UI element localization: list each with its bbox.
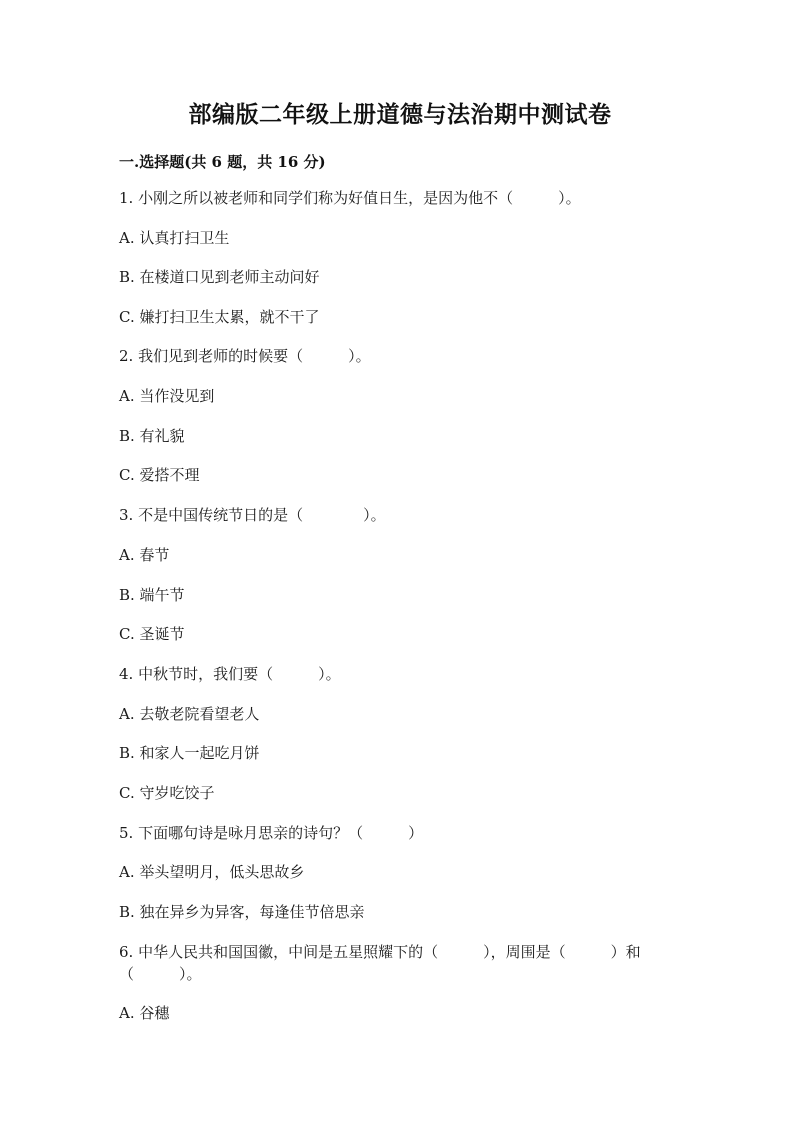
question-4-option-c: C. 守岁吃饺子	[119, 784, 215, 802]
question-3-option-a: A. 春节	[119, 546, 170, 564]
question-5-stem: 5. 下面哪句诗是咏月思亲的诗句？（ ）	[119, 824, 424, 842]
question-1-option-a: A. 认真打扫卫生	[119, 229, 230, 247]
question-6-stem: 6. 中华人民共和国国徽，中间是五星照耀下的（ ），周围是（ ）和（ ）。	[119, 943, 641, 983]
question-1-option-b: B. 在楼道口见到老师主动问好	[119, 268, 320, 286]
question-2-option-b: B. 有礼貌	[119, 427, 185, 445]
question-2-option-a: A. 当作没见到	[119, 387, 215, 405]
question-4-stem: 4. 中秋节时，我们要（ ）。	[119, 665, 341, 683]
question-6-option-a: A. 谷穗	[119, 1004, 170, 1022]
question-5-option-a: A. 举头望明月，低头思故乡	[119, 863, 305, 881]
question-2-stem: 2. 我们见到老师的时候要（ ）。	[119, 347, 371, 365]
question-3-option-c: C. 圣诞节	[119, 625, 185, 643]
question-2-option-c: C. 爱搭不理	[119, 466, 200, 484]
question-1-stem: 1. 小刚之所以被老师和同学们称为好值日生，是因为他不（ ）。	[119, 189, 581, 207]
page-title: 部编版二年级上册道德与法治期中测试卷	[188, 101, 612, 128]
question-4-option-a: A. 去敬老院看望老人	[119, 705, 260, 723]
section-heading: 一.选择题(共 6 题，共 16 分)	[119, 153, 326, 171]
question-1-option-c: C. 嫌打扫卫生太累，就不干了	[119, 308, 320, 326]
question-5-option-b: B. 独在异乡为异客，每逢佳节倍思亲	[119, 903, 365, 921]
question-4-option-b: B. 和家人一起吃月饼	[119, 744, 260, 762]
question-3-option-b: B. 端午节	[119, 586, 185, 604]
question-3-stem: 3. 不是中国传统节日的是（ ）。	[119, 506, 386, 524]
